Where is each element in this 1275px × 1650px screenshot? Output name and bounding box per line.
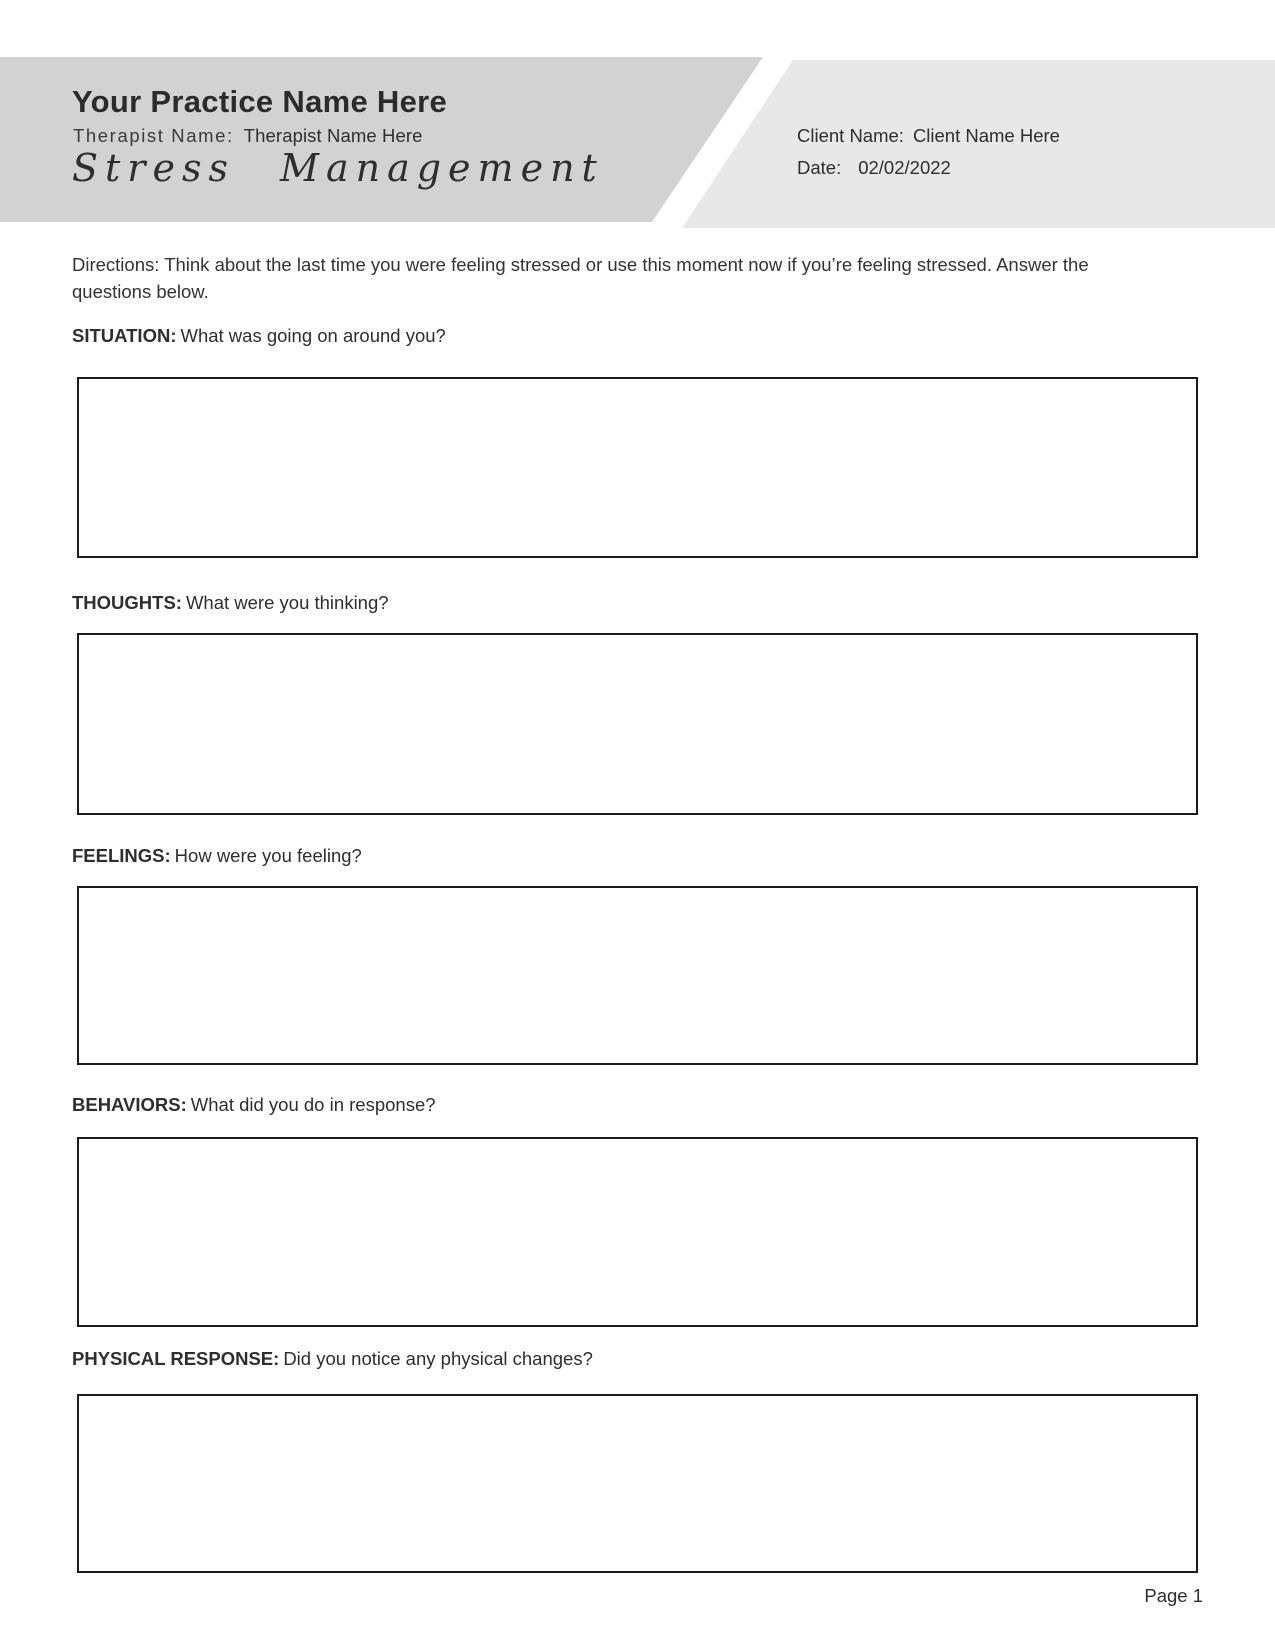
thoughts-answer-box[interactable] (77, 633, 1198, 815)
section-heading-behaviors (72, 1094, 436, 1116)
practice-name: Your Practice Name Here (72, 84, 448, 119)
client-name-value: Client Name Here (912, 125, 1060, 146)
page-number: Page 1 (1144, 1585, 1203, 1606)
therapist-name-label: Therapist Name: (73, 125, 234, 146)
section-heading-feelings (72, 845, 362, 867)
situation-answer-box[interactable] (77, 377, 1198, 558)
date-row (797, 157, 951, 179)
section-heading-thoughts (72, 592, 389, 614)
section-label-physical-response: PHYSICAL RESPONSE: (72, 1348, 280, 1369)
section-heading-situation (72, 325, 446, 347)
section-question-situation: What was going on around you? (180, 325, 446, 346)
section-question-physical-response: Did you notice any physical changes? (283, 1348, 593, 1369)
date-value: 02/02/2022 (858, 157, 951, 178)
date-label: Date: (797, 157, 842, 178)
section-label-feelings: FEELINGS: (72, 845, 171, 866)
feelings-answer-box[interactable] (77, 886, 1198, 1065)
section-question-feelings: How were you feeling? (174, 845, 362, 866)
therapist-name-value: Therapist Name Here (243, 125, 423, 146)
physical-response-answer-box[interactable] (77, 1394, 1198, 1573)
section-heading-physical-response (72, 1348, 593, 1370)
section-label-behaviors: BEHAVIORS: (72, 1094, 187, 1115)
section-question-behaviors: What did you do in response? (190, 1094, 436, 1115)
therapist-name-row (73, 125, 423, 147)
client-name-row (797, 125, 1060, 147)
behaviors-answer-box[interactable] (77, 1137, 1198, 1327)
section-label-thoughts: THOUGHTS: (72, 592, 182, 613)
section-question-thoughts: What were you thinking? (185, 592, 389, 613)
client-name-label: Client Name: (797, 125, 904, 146)
worksheet-title: Stress Management (72, 146, 604, 190)
section-label-situation: SITUATION: (72, 325, 177, 346)
directions-text: Directions: Think about the last time you were feeling stressed or use this moment now if you’re feeling stressed. Answer the questions below. (72, 254, 1089, 302)
